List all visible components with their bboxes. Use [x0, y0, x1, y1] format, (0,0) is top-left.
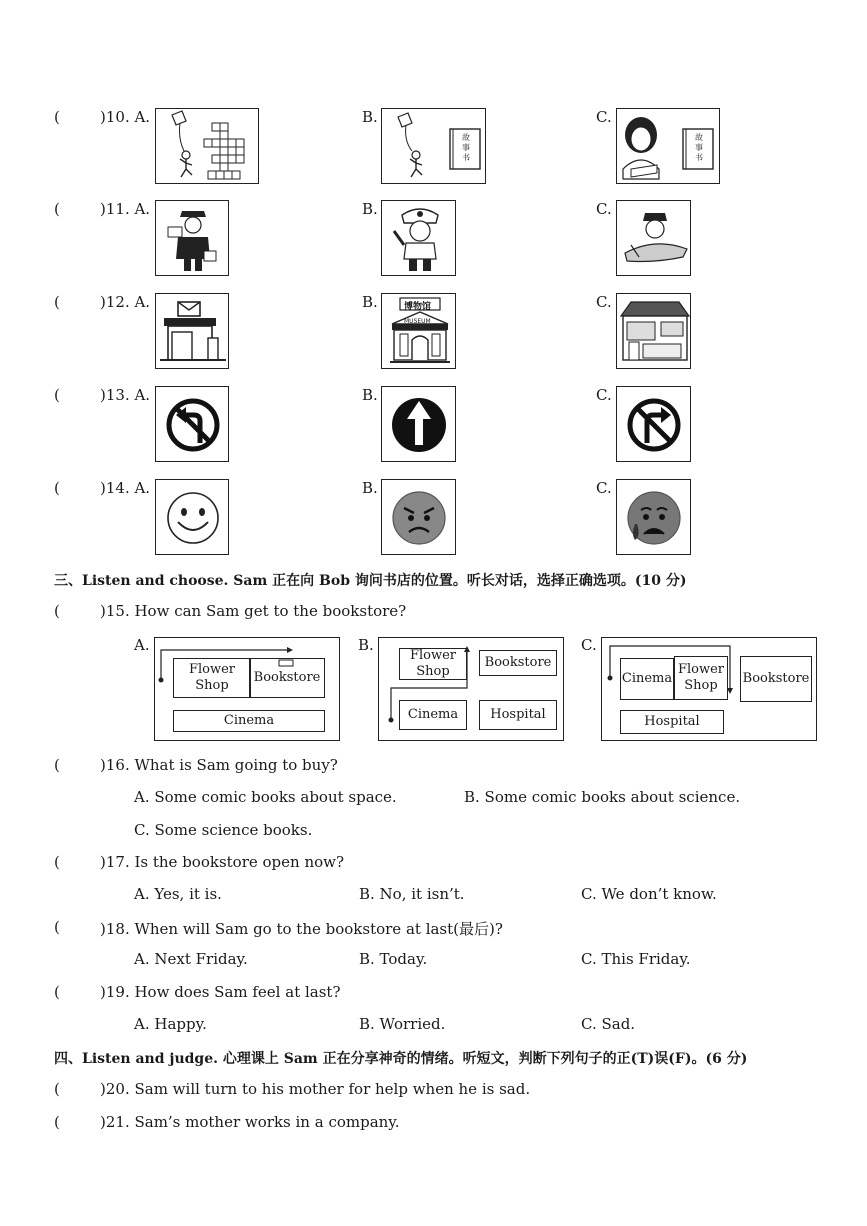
map-b-label: B.	[358, 636, 374, 654]
picture-11a-postman	[155, 200, 229, 276]
picture-13b-go-straight	[381, 386, 456, 462]
answer-paren: (	[54, 108, 60, 126]
picture-12b-museum	[381, 293, 456, 369]
option-11b-label: B.	[362, 200, 378, 218]
question-21: )21. Sam’s mother works in a company.	[100, 1113, 400, 1131]
answer-paren: (	[54, 1113, 60, 1131]
map-a-label: A.	[134, 636, 150, 654]
answer-paren: (	[54, 293, 60, 311]
picture-11b-policeman	[381, 200, 456, 276]
map-c	[601, 637, 817, 741]
question-12-number: )12. A.	[100, 293, 151, 311]
sad-face-icon	[617, 480, 692, 556]
option-13c-label: C.	[596, 386, 612, 404]
answer-paren: (	[54, 853, 60, 871]
answer-paren: (	[54, 200, 60, 218]
q16-option-a: A. Some comic books about space.	[134, 788, 397, 806]
question-19: )19. How does Sam feel at last?	[100, 983, 341, 1001]
map-b-flower-shop: Flower Shop	[399, 648, 467, 680]
map-a-cinema: Cinema	[173, 710, 325, 732]
question-14-number: )14. A.	[100, 479, 151, 497]
picture-10c-woman-book	[616, 108, 720, 184]
q18-option-b: B. Today.	[359, 950, 428, 968]
question-11-number: )11. A.	[100, 200, 151, 218]
answer-paren: (	[54, 983, 60, 1001]
kite-crossword-icon	[156, 109, 260, 185]
pilot-plane-icon	[617, 201, 692, 277]
q19-option-c: C. Sad.	[581, 1015, 636, 1033]
map-c-hospital: Hospital	[620, 710, 724, 734]
option-12c-label: C.	[596, 293, 612, 311]
picture-12c-store	[616, 293, 691, 369]
picture-14b-angry-face	[381, 479, 456, 555]
q18-option-a: A. Next Friday.	[134, 950, 248, 968]
map-c-label: C.	[581, 636, 597, 654]
question-15: )15. How can Sam get to the bookstore?	[100, 602, 407, 620]
q19-option-a: A. Happy.	[134, 1015, 207, 1033]
storybook-title-2: 故事书	[695, 133, 703, 162]
option-10c-label: C.	[596, 108, 612, 126]
question-20: )20. Sam will turn to his mother for help when he is sad.	[100, 1080, 531, 1098]
map-b-bookstore: Bookstore	[479, 650, 557, 676]
section4-heading: 四、Listen and judge. 心理课上 Sam 正在分享神奇的情绪。听短文，判断下列句子的正(T)误(F)。(6 分)	[54, 1051, 748, 1067]
map-c-bookstore: Bookstore	[740, 656, 812, 702]
option-11c-label: C.	[596, 200, 612, 218]
no-left-turn-sign-icon	[156, 387, 230, 463]
policeman-icon	[382, 201, 457, 277]
map-a	[154, 637, 340, 741]
museum-sign-cn: 博物馆	[404, 302, 432, 312]
map-c-cinema: Cinema	[620, 658, 674, 700]
picture-10a-kite-crossword	[155, 108, 259, 184]
store-building-icon	[617, 294, 692, 370]
museum-sign-en: MUSEUM	[404, 318, 431, 325]
picture-10b-kite-book	[381, 108, 486, 184]
picture-12a-post-office	[155, 293, 229, 369]
q17-option-a: A. Yes, it is.	[134, 885, 222, 903]
q18-option-c: C. This Friday.	[581, 950, 691, 968]
picture-11c-pilot	[616, 200, 691, 276]
q17-option-c: C. We don’t know.	[581, 885, 717, 903]
go-straight-sign-icon	[382, 387, 457, 463]
map-b-cinema: Cinema	[399, 700, 467, 730]
no-right-turn-sign-icon	[617, 387, 692, 463]
happy-face-icon	[156, 480, 230, 556]
angry-face-icon	[382, 480, 457, 556]
option-12b-label: B.	[362, 293, 378, 311]
question-16: )16. What is Sam going to buy?	[100, 756, 338, 774]
question-13-number: )13. A.	[100, 386, 151, 404]
q19-option-b: B. Worried.	[359, 1015, 446, 1033]
q16-option-c: C. Some science books.	[134, 821, 313, 839]
question-17: )17. Is the bookstore open now?	[100, 853, 345, 871]
map-b-hospital: Hospital	[479, 700, 557, 730]
picture-14a-happy-face	[155, 479, 229, 555]
map-c-flower-shop: Flower Shop	[674, 656, 728, 700]
question-18: )18. When will Sam go to the bookstore at last(最后)?	[100, 920, 503, 938]
question-10-number: )10. A.	[100, 108, 151, 126]
answer-paren: (	[54, 602, 60, 620]
map-b	[378, 637, 564, 741]
map-a-bookstore: Bookstore	[249, 658, 325, 698]
answer-paren: (	[54, 1080, 60, 1098]
option-14b-label: B.	[362, 479, 378, 497]
map-a-flower-shop: Flower Shop	[173, 658, 251, 698]
answer-paren: (	[54, 479, 60, 497]
picture-13c-no-right-turn	[616, 386, 691, 462]
answer-paren: (	[54, 756, 60, 774]
section3-heading: 三、Listen and choose. Sam 正在向 Bob 询问书店的位置。听长对话，选择正确选项。(10 分)	[54, 573, 687, 589]
answer-paren: (	[54, 918, 60, 936]
option-13b-label: B.	[362, 386, 378, 404]
post-office-icon	[156, 294, 230, 370]
picture-13a-no-left-turn	[155, 386, 229, 462]
answer-paren: (	[54, 386, 60, 404]
q16-option-b: B. Some comic books about science.	[464, 788, 741, 806]
picture-14c-sad-face	[616, 479, 691, 555]
q17-option-b: B. No, it isn’t.	[359, 885, 465, 903]
option-10b-label: B.	[362, 108, 378, 126]
storybook-title: 故事书	[462, 133, 470, 162]
option-14c-label: C.	[596, 479, 612, 497]
postman-icon	[156, 201, 230, 277]
